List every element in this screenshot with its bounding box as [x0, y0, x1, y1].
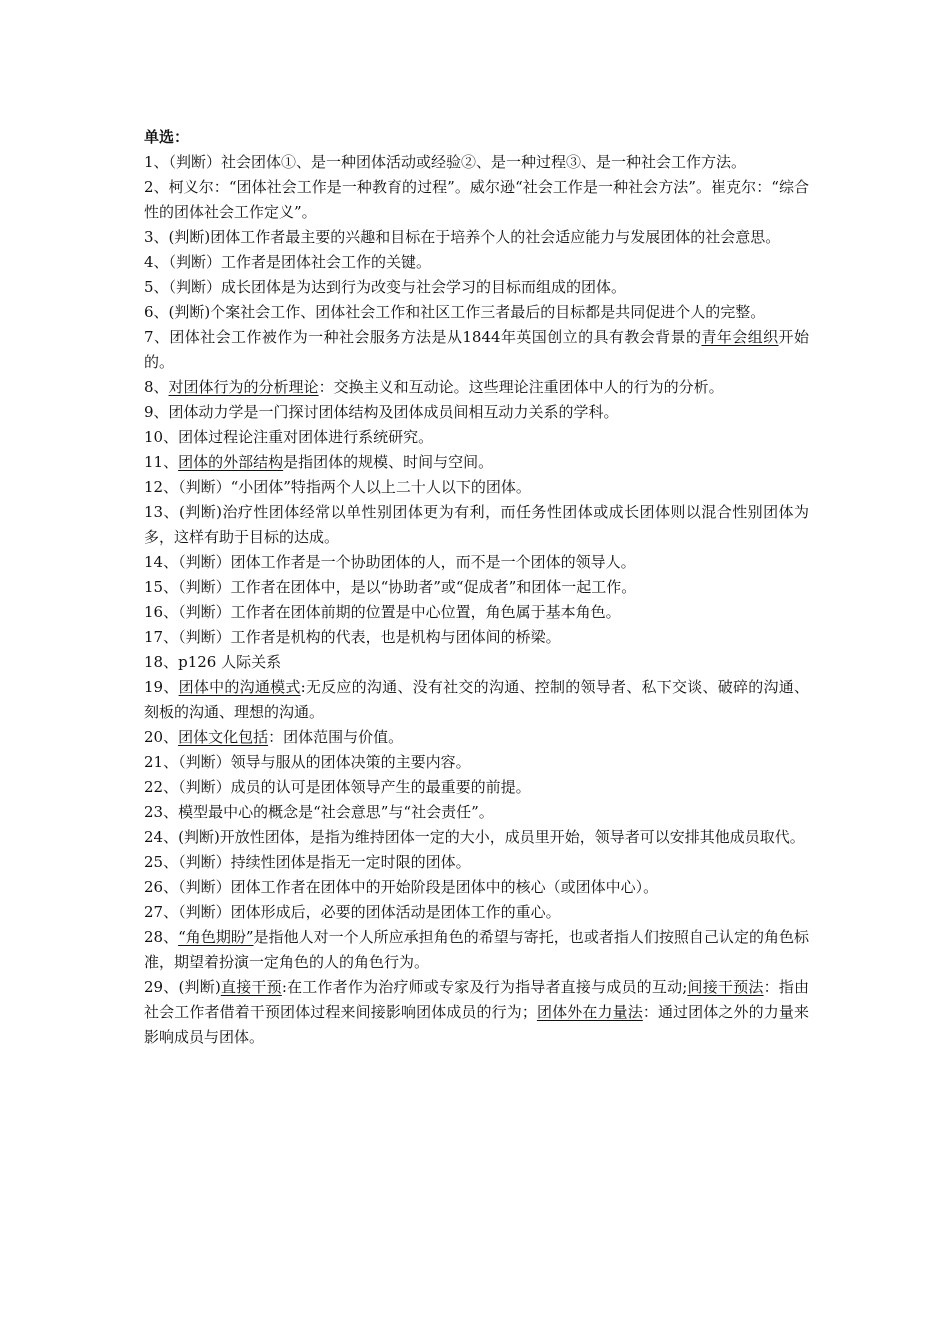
item-text: 1、（判断）社会团体①、是一种团体活动或经验②、是一种过程③、是一种社会工作方法。	[144, 153, 747, 171]
item-text: 12、（判断）“小团体”特指两个人以上二十人以下的团体。	[144, 478, 531, 496]
underlined-term: 间接干预法	[687, 978, 764, 996]
question-item	[144, 725, 809, 750]
question-item	[144, 900, 809, 925]
item-text: 28、	[144, 928, 179, 946]
question-item	[144, 275, 809, 300]
item-text: 19、	[144, 678, 179, 696]
item-text: ：指由社会工作者借着干预团体过程来间接影响团体成员的行为；	[144, 978, 809, 1021]
item-text: :在工作者作为治疗师或专家及行为指导者直接与成员的互动;	[281, 978, 688, 996]
question-item	[144, 650, 809, 675]
question-item	[144, 975, 809, 1050]
question-item	[144, 375, 809, 400]
item-text: 18、p126 人际关系	[144, 653, 282, 671]
item-text: 7、团体社会工作被作为一种社会服务方法是从1844年英国创立的具有教会背景的	[144, 328, 702, 346]
underlined-term: 团体中的沟通模式	[178, 678, 301, 696]
item-text: 3、(判断)团体工作者最主要的兴趣和目标在于培养个人的社会适应能力与发展团体的社会意思。	[144, 228, 781, 246]
item-text: 17、（判断）工作者是机构的代表，也是机构与团体间的桥梁。	[144, 628, 561, 646]
underlined-term: 青年会组织	[701, 328, 779, 346]
question-item	[144, 925, 809, 975]
question-item	[144, 775, 809, 800]
item-text: 14、（判断）团体工作者是一个协助团体的人，而不是一个团体的领导人。	[144, 553, 636, 571]
question-item	[144, 675, 809, 725]
underlined-term: 团体文化包括	[178, 728, 269, 746]
item-text: 24、(判断)开放性团体，是指为维持团体一定的大小，成员里开始，领导者可以安排其他成员取代。	[144, 828, 805, 846]
question-item	[144, 875, 809, 900]
underlined-term: 直接干预	[220, 978, 282, 996]
question-item	[144, 450, 809, 475]
question-item	[144, 225, 809, 250]
item-text: 4、（判断）工作者是团体社会工作的关键。	[144, 253, 432, 271]
item-text: 是指团体的规模、时间与空间。	[283, 453, 494, 471]
item-text: 27、（判断）团体形成后，必要的团体活动是团体工作的重心。	[144, 903, 561, 921]
question-item	[144, 550, 809, 575]
question-item	[144, 825, 809, 850]
item-text: 10、团体过程论注重对团体进行系统研究。	[144, 428, 434, 446]
section-heading: 单选：	[144, 128, 190, 146]
question-item	[144, 475, 809, 500]
item-text: 9、团体动力学是一门探讨团体结构及团体成员间相互动力关系的学科。	[144, 403, 619, 421]
item-text: 22、（判断）成员的认可是团体领导产生的最重要的前提。	[144, 778, 531, 796]
question-item	[144, 850, 809, 875]
item-text: ：交换主义和互动论。这些理论注重团体中人的行为的分析。	[318, 378, 724, 396]
question-item	[144, 300, 809, 325]
item-text: 26、（判断）团体工作者在团体中的开始阶段是团体中的核心（或团体中心）。	[144, 878, 659, 896]
item-text: 23、模型最中心的概念是“社会意思”与“社会责任”。	[144, 803, 494, 821]
underlined-term: “角色期盼”	[178, 928, 254, 946]
item-text: 20、	[144, 728, 179, 746]
question-item	[144, 600, 809, 625]
underlined-term: 团体的外部结构	[178, 453, 284, 471]
item-text: 2、柯义尔：“团体社会工作是一种教育的过程”。威尔逊“社会工作是一种社会方法”。崔克尔：“综合性的团体社会工作定义”。	[144, 178, 809, 221]
item-text: 11、	[144, 453, 179, 471]
item-text: 25、（判断）持续性团体是指无一定时限的团体。	[144, 853, 471, 871]
item-text: 13、(判断)治疗性团体经常以单性别团体更为有利，而任务性团体或成长团体则以混合性别团体为多，这样有助于目标的达成。	[144, 503, 809, 546]
underlined-term: 团体外在力量法	[536, 1003, 643, 1021]
question-item	[144, 500, 809, 550]
question-item	[144, 150, 809, 175]
question-item	[144, 250, 809, 275]
question-item	[144, 625, 809, 650]
item-text: :无反应的沟通、没有社交的沟通、控制的领导者、私下交谈、破碎的沟通、刻板的沟通、理想的沟通。	[144, 678, 809, 721]
question-list	[144, 150, 809, 1050]
question-item	[144, 400, 809, 425]
item-text: 8、	[144, 378, 169, 396]
question-item	[144, 800, 809, 825]
question-item	[144, 750, 809, 775]
item-text: 是指他人对一个人所应承担角色的希望与寄托，也或者指人们按照自己认定的角色标准，期望着扮演一定角色的人的角色行为。	[144, 928, 809, 971]
item-text: 15、（判断）工作者在团体中，是以“协助者”或“促成者”和团体一起工作。	[144, 578, 637, 596]
item-text: 16、（判断）工作者在团体前期的位置是中心位置，角色属于基本角色。	[144, 603, 621, 621]
item-text: 开始的。	[144, 328, 809, 371]
item-text: ：团体范围与价值。	[268, 728, 404, 746]
item-text: 6、(判断)个案社会工作、团体社会工作和社区工作三者最后的目标都是共同促进个人的完整。	[144, 303, 766, 321]
question-item	[144, 575, 809, 600]
item-text: 5、（判断）成长团体是为达到行为改变与社会学习的目标而组成的团体。	[144, 278, 627, 296]
question-item	[144, 175, 809, 225]
item-text: ：通过团体之外的力量来影响成员与团体。	[144, 1003, 809, 1046]
underlined-term: 对团体行为的分析理论	[168, 378, 319, 396]
item-text: 21、（判断）领导与服从的团体决策的主要内容。	[144, 753, 471, 771]
question-item	[144, 325, 809, 375]
item-text: 29、(判断)	[144, 978, 221, 996]
document-page	[144, 125, 809, 1050]
question-item	[144, 425, 809, 450]
